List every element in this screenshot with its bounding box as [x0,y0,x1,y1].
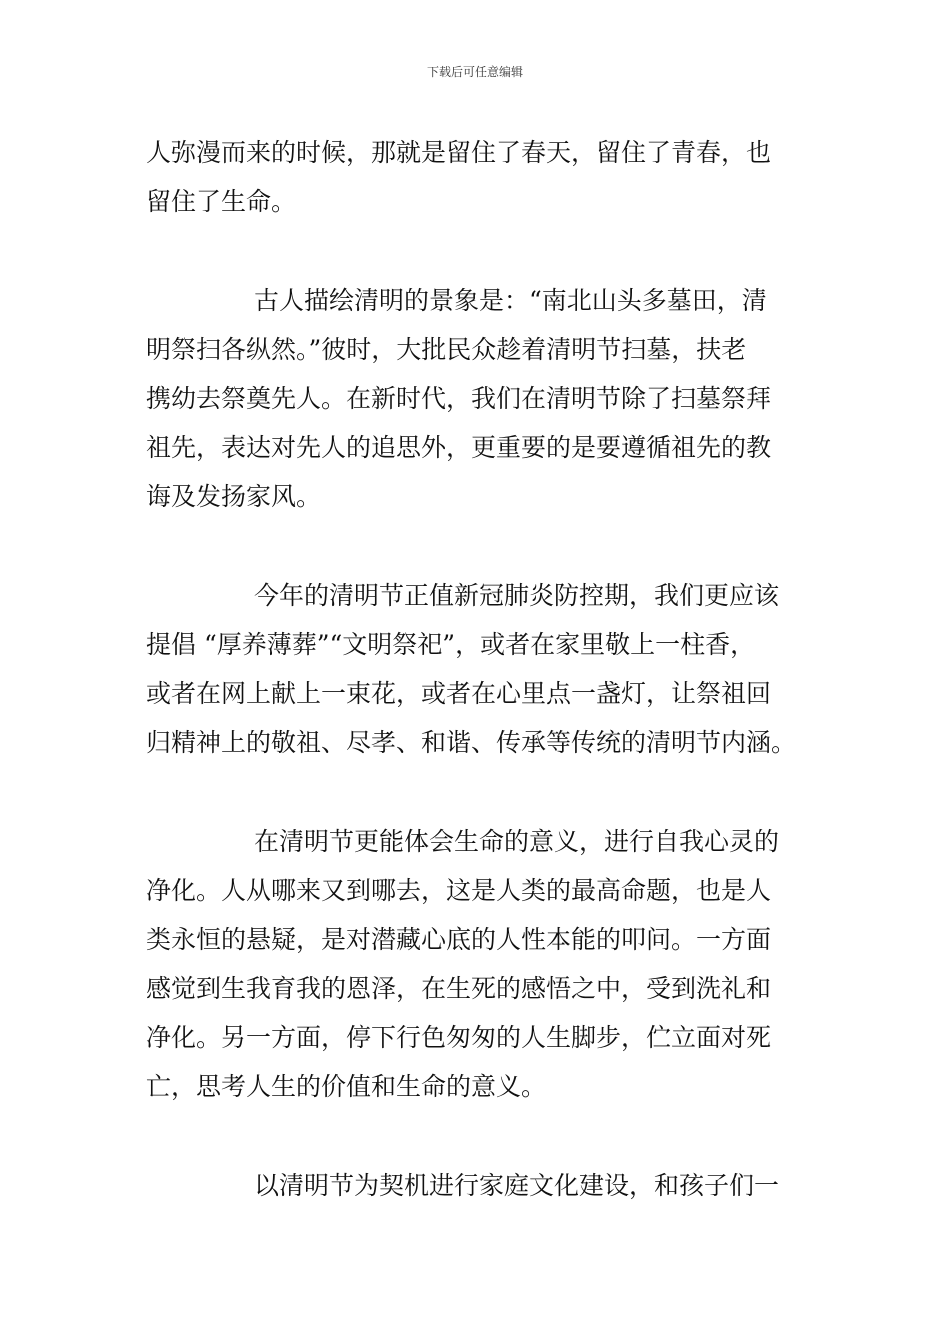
paragraph-line: 祖先，表达对先人的追思外，更重要的是要遵循祖先的教 [146,433,772,462]
document-body [146,128,810,1210]
paragraph-3 [146,571,810,767]
paragraph-line: 亡，思考人生的价值和生命的意义。 [146,1072,547,1101]
paragraph-line: 归精神上的敬祖、尽孝、和谐、传承等传统的清明节内涵。 [146,728,797,757]
paragraph-line: 古人描绘清明的景象是：“南北山头多墓田，清 [254,286,767,315]
paragraph-line: 净化。另一方面，停下行色匆匆的人生脚步，伫立面对死 [146,1023,772,1052]
paragraph-line: 今年的清明节正值新冠肺炎防控期，我们更应该 [254,581,780,610]
paragraph-line: 诲及发扬家风。 [146,482,322,511]
paragraph-line: 或者在网上献上一束花，或者在心里点一盏灯，让祭祖回 [146,679,772,708]
paragraph-line: 净化。人从哪来又到哪去，这是人类的最高命题，也是人 [146,876,772,905]
paragraph-line: 类永恒的悬疑，是对潜藏心底的人性本能的叩问。一方面 [146,925,772,954]
paragraph-line: 在清明节更能体会生命的意义，进行自我心灵的 [254,827,780,856]
paragraph-line: 提倡 “厚养薄葬”“文明祭祀”，或者在家里敬上一柱香， [146,630,756,659]
paragraph-line: 以清明节为契机进行家庭文化建设，和孩子们一 [254,1171,780,1200]
paragraph-line: 明祭扫各纵然。”彼时，大批民众趁着清明节扫墓，扶老 [146,335,747,364]
paragraph-line: 携幼去祭奠先人。在新时代，我们在清明节除了扫墓祭拜 [146,384,772,413]
paragraph-line: 人弥漫而来的时候，那就是留住了春天，留住了青春，也 [146,138,772,167]
paragraph-gap [146,521,810,571]
paragraph-4 [146,817,810,1111]
paragraph-2 [146,276,810,521]
paragraph-gap [146,1111,810,1161]
paragraph-line: 留住了生命。 [146,187,297,216]
paragraph-line: 感觉到生我育我的恩泽，在生死的感悟之中，受到洗礼和 [146,974,772,1003]
paragraph-gap [146,767,810,817]
paragraph-1 [146,128,810,226]
page-header: 下载后可任意编辑 [426,65,523,79]
paragraph-5 [146,1161,810,1210]
paragraph-gap [146,226,810,276]
